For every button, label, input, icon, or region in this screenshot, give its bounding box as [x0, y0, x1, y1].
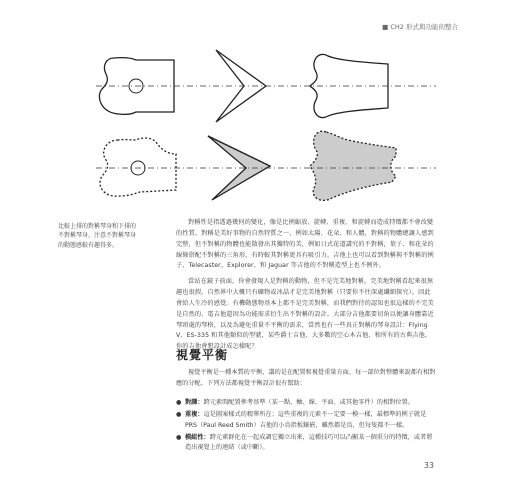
- guitar-body-figure: [96, 36, 436, 206]
- bullet-mark: ●: [176, 410, 182, 418]
- asymmetric-row: [100, 131, 396, 200]
- bullet-term: 對譯：: [185, 399, 204, 406]
- section-intro-paragraph: 視覺平衡是一種本質的平衡，講的是在配置和視覺重量方面，每一部位對整體來說都有相對應的分配。下列方法都視覺平衡設計很有幫助：: [176, 369, 436, 387]
- bullet-item: [176, 398, 438, 409]
- bullet-list: [176, 398, 438, 455]
- bullet-text: 這是圖案樣式的精華所在；這些重複的元素不一定要一模一樣，最標準的例子就是 PRS（Paul Reed Smith）吉他的小鳥指板鑲嵌，雖然都是鳥，但每隻都不一樣。: [185, 410, 427, 429]
- guitar-outline-illustration: [96, 36, 436, 206]
- asymmetric-electric-body: [310, 131, 396, 200]
- page-number: 33: [423, 461, 434, 470]
- bullet-mark: ●: [176, 399, 182, 406]
- bullet-item: [176, 410, 438, 432]
- bullet-mark: ●: [176, 433, 182, 441]
- bullet-term: 模組性：: [185, 433, 210, 441]
- bullet-text: 跨元素群化在一起成調它獨立出來，這種技巧可以凸顯某一個重分的特徵，或者將造出視覺上的連結（或中斷）。: [185, 433, 433, 452]
- bullet-text: 跨元素間配置參考基準（某一點、軸、線、平面、或其他零件）的相對位置。: [203, 399, 414, 406]
- bullet-item: [176, 433, 438, 455]
- section-heading: 視覺平衡: [176, 348, 229, 362]
- running-head: ■ CH2 形式與功能的整合: [382, 23, 458, 31]
- section-intro: [176, 368, 436, 390]
- figure-caption: 比較上排的對稱琴身和下排的不對稱琴身，注意不對稱琴身的動態感較有趣得多。: [58, 223, 137, 249]
- body-text: [176, 218, 436, 358]
- bullet-term: 重複：: [185, 410, 204, 418]
- body-paragraph: 當站在鏡子前面，你會發現人是對稱的動物，但不是完美地對稱，完美地對稱看起來很無趣也很假。自然界中大概只有礦物或冰晶才是完美地對稱（只要你不往深處纖細探究），因此會給人生冷的感覺。有機動態物基本上都不是完美對稱，而我們對待的認知也很這樣的不完美是自然的，電吉他還因為功能需求衍生出不對稱的設計。大部分吉他都要切角以便讓身體靠近琴頸處的琴格，以及為避免重量不平衡的需求，當然也有一些真正對稱的琴身設計：Flying V、ES-335 和其他類似的型號，某些爵士吉他、大多數的空心木吉他、和所有的古典吉他。你的吉他會想設計成怎樣呢？: [176, 278, 434, 351]
- body-paragraph: 對稱性是指透過幾何的變化，像是比例縮放、旋轉、重複、和旋轉而造成特徵都不會改變的性質。對稱是美好事物的自然特質之一，例如太陽、花朵、和人體，對稱的物體總讓人感到完整，但不對稱的物體也能散發出其獨特的美，例如日式花道講究的不對稱，葉子、和花朵的線條搭配不對稱的三角形，有時較其對稱更具有吸引力。吉他上也可以看到對稱與不對稱的例子，Telecaster、Explorer、和 Jaguar 等吉他的不對稱造型上也不例外。: [176, 219, 434, 270]
